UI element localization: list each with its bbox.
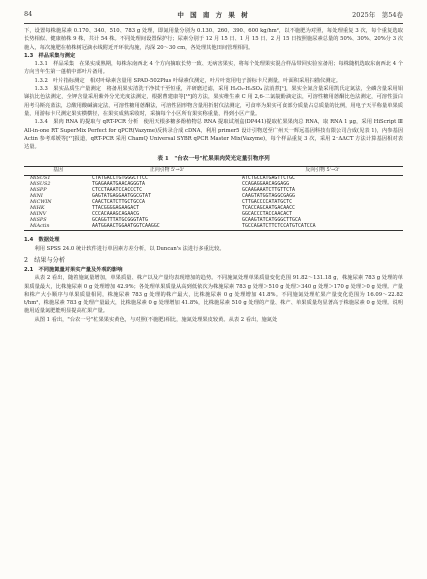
reverse-primer: CAAGTATGGTAGGCGAGG — [242, 193, 295, 200]
gene-name: MiActin — [30, 223, 50, 230]
section-1-4-text: 利用 SPSS 24.0 统计软件进行单因素方差分析，以 Duncan's 法进行多重比较。 — [34, 245, 225, 252]
section-1-3-heading: 1.3 样品采集与测定 — [24, 52, 76, 59]
page-number: 84 — [24, 10, 33, 18]
forward-primer: TTACGGGGAGAAGACT — [92, 205, 140, 212]
forward-primer: CCCACAAAGCAGAACG — [92, 211, 140, 218]
volume-info: 2025年 第54卷 — [352, 11, 403, 19]
gene-name: MiSUS2 — [30, 181, 51, 188]
reverse-primer: GGCACCCTACCAACACT — [242, 211, 293, 218]
reverse-primer: ATCTGCCATGAGTTCTGC — [242, 175, 295, 182]
gene-name: MiNI — [30, 193, 43, 200]
primer-table — [24, 166, 403, 231]
reverse-primer: GCAAGTATCATGGGCTTGCA — [242, 217, 301, 224]
section-1-3-3: 1.3.3 果实品质生产量测定 将备用果实清洗干净拭干至恒重，并研磨过滤，采用 H₂O₂-H₂SO₄ 法消煮[¹]，果实全氮含量采用凯氏定氮法，全磷含量采用钼锑抗比色法测定，全钾含量采用紫外分光光度法测定，根据曹建康等[¹⁶]的方法，果实维生素 C 用 2,6-二氯靛酚滴定法，可溶性糖用蒽酮比色法测定，可溶性蛋白用考马斯亮蓝法，总酸用酸碱滴定法，可溶性糖用蒽酮法，可溶性固形物含量用折射仪法测定，可食率为果实可食部分质量占总质量的比例，用电子天平称量单果质量，用游标卡尺测定果实横横径，在果实成熟采收时，采摘每个小区所有果实称重量，得到小区产量。 — [24, 86, 403, 117]
forward-primer: GCAGGTTTATGCGGGTATG — [92, 217, 148, 224]
forward-primer: GAGTATGAGGAATGGCGTAT — [92, 193, 151, 200]
table-header-reverse: 反向引物 5'→3' — [305, 167, 340, 174]
table-caption: 表 1 "台农一号"杧果果肉荧光定量引物序列 — [157, 156, 270, 163]
gene-name: MiINV — [30, 211, 47, 218]
table-header-forward: 正向引物 5'→3' — [149, 167, 185, 174]
gene-name: MiSPS — [30, 217, 47, 224]
table-header-gene: 基因 — [53, 167, 63, 174]
results-paragraph-1: 从表 2 看出，随着施氮量增加，单果质量、株产以及产量均表现增加的趋势。不同施氮处理单果质量变化范围 91.82～131.18 g，株施尿素 783 g 处理的单果质量最大，比株施尿素 0 g 处理增加 42.9%；各处理单果质量从高到低依次为株施尿素 783 g 处理＞510 g 处理＞340 g 处理＞170 g 处理＞0 g 处理。产量和株产大小顺序与单果质量相同，株施尿素 783 g 处理的株产最大，比株施尿素 0 g 处理增加 41.8%。不同施氮处理杧果产量变化范围为 16.09～22.82 t/hm²，株施尿素 783 g 处理产量最大，比株施尿素 0 g 处理增加 41.8%，比株施尿素 510 g 处理的产量、株产、单果质量均显著高于株施尿素 0 g 处理。说明施用适量氮肥能明显提高杧果产量。 — [24, 275, 403, 315]
section-1-3-4: 1.3.4 果肉 RNA 的提取与 qRT-PCR 分析 使用天根多糖多酚植物总 RNA 提取试剂盒(DP441)提取杧果果肉总 RNA，取 RNA 1 μg，采用 HiScript Ⅲ All-in-one RT SuperMix Perfect for qPCR(Vazyme)反转录合成 cDNA，利用 primer5 设计引物送至广州天一辉远基因科技有限公司合成(见表 1)，内参基因 Actin 参考邓媛等[¹⁷]报道，qRT-PCR 采用 ChamQ Universal SYBR qPCR Master Mix(Vazyme)，每个样品重复 3 次，采用 2⁻ΔΔCT 方法计算基因相对表达量。 — [24, 119, 403, 151]
section-2-heading: 2 结果与分析 — [24, 256, 66, 264]
section-2-1-heading: 2.1 不同施氮量对果实产量及外观的影响 — [24, 266, 123, 273]
page — [24, 10, 403, 324]
gene-name: MiCWIN — [30, 199, 52, 206]
results-paragraph-2: 从图 1 看出，"台农一号"杧果果实黄色，与对照(不施肥)相比，施氮处理果皮较黄。从表 2 看出，施氮处 — [34, 316, 278, 323]
reverse-primer: CTTGACCCCATATGCTC — [242, 199, 293, 206]
running-header — [24, 10, 403, 22]
forward-primer: CTATGACCTGTGGGCTTCC — [92, 175, 148, 182]
reverse-primer: TGCCAGATCTTCTCCATGTCATCCA — [242, 223, 316, 230]
header-rule — [24, 23, 403, 24]
gene-name: MiSUS1 — [30, 175, 51, 182]
reverse-primer: TCACCAGCAATGACAACC — [242, 205, 295, 212]
reverse-primer: CCAGAGGAACAGGAGG — [242, 181, 290, 188]
gene-name: MiHK — [30, 205, 45, 212]
journal-title: 中 国 南 方 果 树 — [177, 11, 250, 19]
section-1-4-heading: 1.4 数据处理 — [24, 237, 60, 244]
table-row — [24, 224, 403, 231]
section-1-3-1: 1.3.1 样品采集 在果实成熟期，每株东南西北 4 个方向摘取长势一致、无病害果实，将每个处理果实混合样品带回实验室备用；每株随机选取东南西北 4 个方向当年生第一蓬梢中部叶片备用。 — [24, 61, 403, 76]
forward-primer: CAACTCATCTTGCTGCCA — [92, 199, 145, 206]
intro-paragraph: 下，设置每株施尿素 0.170、340、510、783 g 处理，即氮用量分别为 0.130、260、390、600 kg/hm²，以不施肥为对照，每处理重复 3 次，每个重复选取长势相似、健康植株 9 株，共计 54 株。不同处理间设置保护行；尿素分别于 12 月 15 日、1 月 15 日、2 月 15 日按照施尿素总量的 50%、30%、20%分 3 次施入，每次施肥在植株树冠滴水线附近开环状沟施，沟深 20～30 cm，各处理其他田间管理相同。 — [24, 28, 403, 51]
forward-primer: CTCCTAAATCCACCCTC — [92, 187, 143, 194]
forward-primer: TGAGAAATGAACAGGGTA — [92, 181, 145, 188]
forward-primer: AATGGAACTGGAATGGTCAAGGC — [92, 223, 160, 230]
reverse-primer: GCAAGAAATCTTGTTCTA — [242, 187, 295, 194]
gene-name: MiSPP — [30, 187, 47, 194]
section-1-3-2: 1.3.2 叶片指标测定 相对叶绿素含量用 SPAD-502Plus 叶绿素仪测定，叶片叶宽用电子游标卡尺测量，叶面积采用扫描仪测定。 — [34, 77, 342, 84]
